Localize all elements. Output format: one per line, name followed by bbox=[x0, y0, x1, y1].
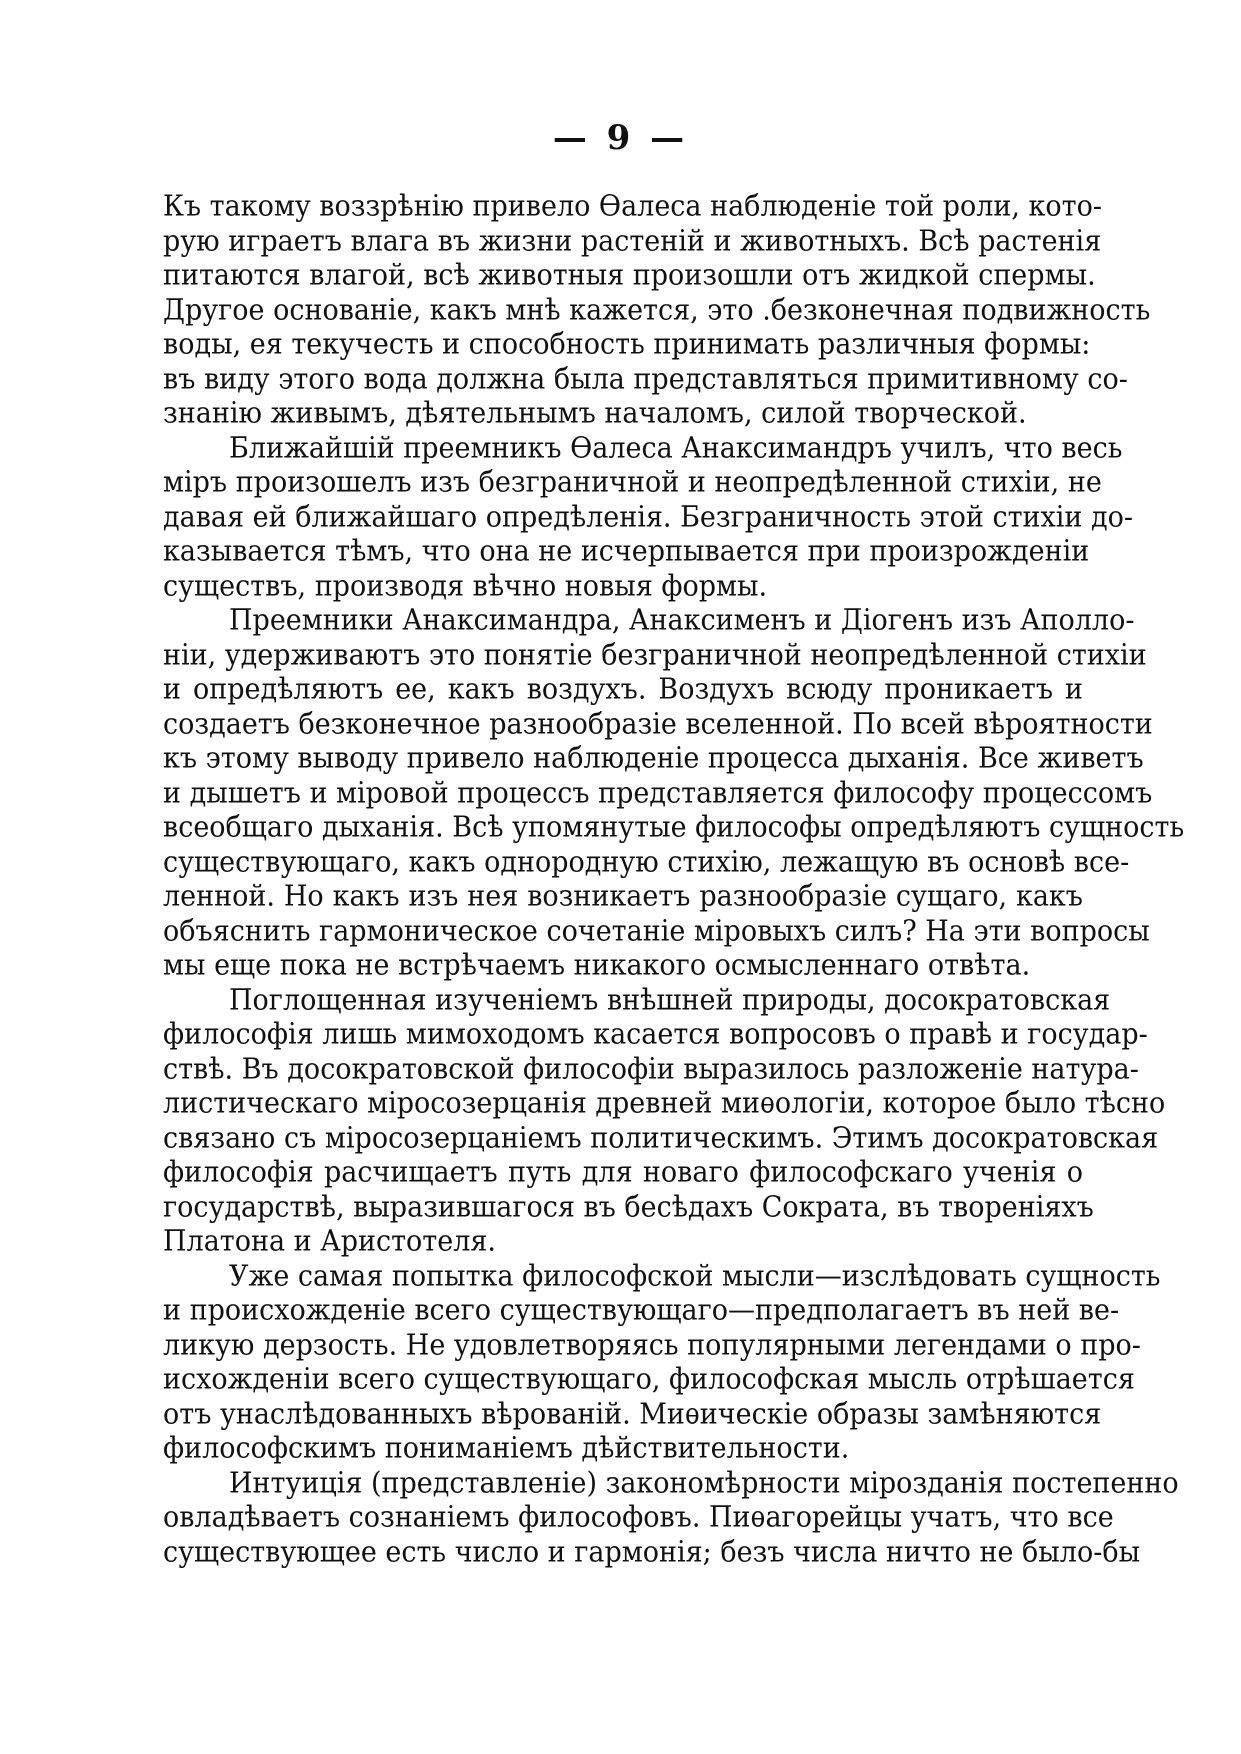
paragraph-4 bbox=[163, 983, 1166, 1260]
text-line: знанію живымъ, дѣятельнымъ началомъ, силой творческой. bbox=[163, 396, 1027, 431]
text-line: міръ произошелъ изъ безграничной и неопредѣленной стихіи, не bbox=[163, 465, 1102, 500]
text-line: исхожденіи всего существующаго, философская мысль отрѣшается bbox=[163, 1362, 1135, 1397]
text-line: Ближайшій преемникъ Ѳалеса Анаксимандръ училъ, что весь bbox=[229, 431, 1123, 465]
paragraph-1 bbox=[163, 189, 1151, 432]
text-line: создаетъ безконечное разнообразіе вселенной. По всей вѣроятности bbox=[163, 707, 1153, 741]
text-line: Поглощенная изученіемъ внѣшней природы, досократовская bbox=[229, 983, 1111, 1017]
text-line: Къ такому воззрѣнію привело Ѳалеса наблюденіе той роли, кото- bbox=[163, 189, 1102, 224]
text-line: и опредѣляютъ ее, какъ воздухъ. Воздухъ всюду проникаетъ и bbox=[163, 672, 1083, 707]
text-line: существующаго, какъ однородную стихію, лежащую въ основѣ все- bbox=[163, 845, 1130, 879]
text-line: мы еще пока не встрѣчаемъ никакого осмысленнаго отвѣта. bbox=[163, 948, 1031, 983]
text-line: давая ей ближайшаго опредѣленія. Безграничность этой стихіи до- bbox=[163, 500, 1133, 534]
text-line: существующее есть число и гармонія; безъ числа ничто не было-бы bbox=[163, 1535, 1141, 1569]
text-line: философія лишь мимоходомъ касается вопросовъ о правѣ и государ- bbox=[163, 1017, 1148, 1052]
text-line: философія расчищаетъ путь для новаго философскаго ученія о bbox=[163, 1155, 1083, 1190]
body-text bbox=[163, 189, 1185, 1570]
text-line: листическаго міросозерцанія древней миѳологіи, которое было тѣсно bbox=[163, 1086, 1166, 1121]
page-number: — 9 — bbox=[552, 118, 689, 158]
text-line: Другое основаніе, какъ мнѣ кажется, это .безконечная подвижность bbox=[163, 293, 1151, 327]
text-line: Уже самая попытка философской мысли—изслѣдовать сущность bbox=[229, 1259, 1161, 1293]
text-line: ствѣ. Въ досократовской философіи выразилось разложеніе натура- bbox=[163, 1052, 1139, 1086]
text-line: ніи, удерживаютъ это понятіе безграничной неопредѣленной стихіи bbox=[163, 638, 1147, 672]
text-line: ликую дерзость. Не удовлетворяясь популярными легендами о про- bbox=[163, 1328, 1141, 1362]
paragraph-3 bbox=[163, 603, 1185, 984]
text-line: философскимъ пониманіемъ дѣйствительности. bbox=[163, 1431, 850, 1466]
text-line: всеобщаго дыханія. Всѣ упомянутые философы опредѣляютъ сущность bbox=[163, 810, 1185, 845]
text-line: связано съ міросозерцаніемъ политическимъ. Этимъ досократовская bbox=[163, 1121, 1159, 1155]
text-line: и дышетъ и міровой процессъ представляется философу процессомъ bbox=[163, 776, 1153, 810]
text-line: къ этому выводу привело наблюденіе процесса дыханія. Все живетъ bbox=[163, 741, 1144, 776]
text-line: объяснить гармоническое сочетаніе міровыхъ силъ? На эти вопросы bbox=[163, 914, 1150, 948]
text-line: и происхожденіе всего существующаго—предполагаетъ въ ней ве- bbox=[163, 1293, 1120, 1328]
text-line: въ виду этого вода должна была представляться примитивному со- bbox=[163, 362, 1128, 396]
text-line: отъ унаслѣдованныхъ вѣрованій. Миѳическіе образы замѣняются bbox=[163, 1397, 1102, 1431]
text-line: питаются влагой, всѣ животныя произошли отъ жидкой спермы. bbox=[163, 258, 1096, 293]
text-line: существъ, производя вѣчно новыя формы. bbox=[163, 569, 768, 603]
text-line: рую играетъ влага въ жизни растеній и животныхъ. Всѣ растенія bbox=[163, 224, 1102, 258]
text-line: казывается тѣмъ, что она не исчерпывается при произрожденіи bbox=[163, 534, 1090, 569]
text-line: овладѣваетъ сознаніемъ философовъ. Пиѳагорейцы учатъ, что все bbox=[163, 1500, 1114, 1535]
text-line: Интуиція (представленіе) закономѣрности мірозданія постепенно bbox=[229, 1466, 1179, 1500]
paragraph-2 bbox=[163, 431, 1133, 605]
paragraph-5 bbox=[163, 1259, 1161, 1467]
text-line: воды, ея текучесть и способность принимать различныя формы: bbox=[163, 327, 1091, 362]
text-line: Преемники Анаксимандра, Анаксименъ и Діогенъ изъ Аполло- bbox=[229, 603, 1135, 638]
text-line: ленной. Но какъ изъ нея возникаетъ разнообразіе сущаго, какъ bbox=[163, 879, 1083, 914]
text-line: государствѣ, выразившагося въ бесѣдахъ Сократа, въ твореніяхъ bbox=[163, 1190, 1094, 1224]
text-line: Платона и Аристотеля. bbox=[163, 1224, 496, 1259]
paragraph-6 bbox=[163, 1466, 1179, 1571]
